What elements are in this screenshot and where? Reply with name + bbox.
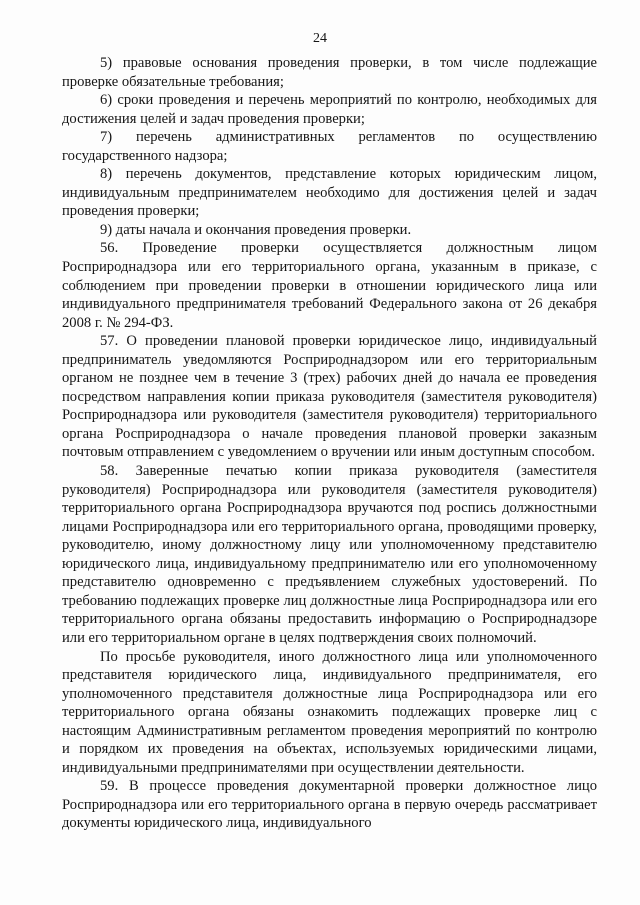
paragraph-clause-59: 59. В процессе проведения документарной проверки должностное лицо Росприроднадзора или его территориального органа в первую очередь рассматривает документы юридического лица, индивидуального [62, 778, 597, 832]
paragraph-clause-56: 56. Проведение проверки осуществляется должностным лицом Росприроднадзора или его территориального органа, указанным в приказе, с соблюдением при проведении проверки в отношении юридического лица или индивидуального предпринимателя требований Федерального закона от 26 декабря 2008 г. № 294-ФЗ. [62, 240, 597, 331]
paragraph-item-9: 9) даты начала и окончания проведения проверки. [100, 221, 412, 238]
paragraph-clause-58: 58. Заверенные печатью копии приказа руководителя (заместителя руководителя) Росприроднадзора или руководителя (заместителя руководителя) территориального органа Росприроднадзора вручаются под роспись должностными лицами Росприроднадзора или его территориального органа, проводящими проверку, руководителю, иному должностному лицу или уполномоченному представителю юридического лица, индивидуальному предпринимателю или его уполномоченному представителю одновременно с предъявлением служебных удостоверений. По требованию подлежащих проверке лиц должностные лица Росприроднадзора или его территориального органа обязаны предоставить информацию о Росприроднадзоре или его территориальном органе в целях подтверждения своих полномочий. [62, 463, 597, 646]
paragraph-item-6: 6) сроки проведения и перечень мероприятий по контролю, необходимых для достижения целей и задач проведения проверки; [62, 92, 597, 127]
paragraph-clause-58-continued: По просьбе руководителя, иного должностного лица или уполномоченного представителя юридического лица, индивидуального предпринимателя, его уполномоченного представителя должностные лица Росприроднадзора или его территориального органа обязаны ознакомить подлежащих проверке лиц с настоящим Административным регламентом проведения мероприятий по контролю и порядком их проведения на объектах, используемых юридическими лицами, индивидуальными предпринимателями при осуществлении деятельности. [62, 648, 597, 776]
document-body [62, 54, 597, 833]
paragraph-item-7: 7) перечень административных регламентов по осуществлению государственного надзора; [62, 129, 597, 164]
paragraph-item-8: 8) перечень документов, представление которых юридическим лицом, индивидуальным предпринимателем необходимо для достижения целей и задач проведения проверки; [62, 166, 597, 220]
paragraph-clause-57: 57. О проведении плановой проверки юридическое лицо, индивидуальный предприниматель уведомляются Росприроднадзором или его территориальным органом не позднее чем в течение 3 (трех) рабочих дней до начала ее проведения посредством направления копии приказа руководителя (заместителя руководителя) Росприроднадзора или руководителя (заместителя руководителя) территориального органа Росприроднадзора о начале проведения плановой проверки заказным почтовым отправлением с уведомлением о вручении или иным доступным способом. [62, 333, 597, 461]
page-number: 24 [313, 31, 327, 46]
paragraph-item-5: 5) правовые основания проведения проверки, в том числе подлежащие проверке обязательные требования; [62, 55, 597, 90]
